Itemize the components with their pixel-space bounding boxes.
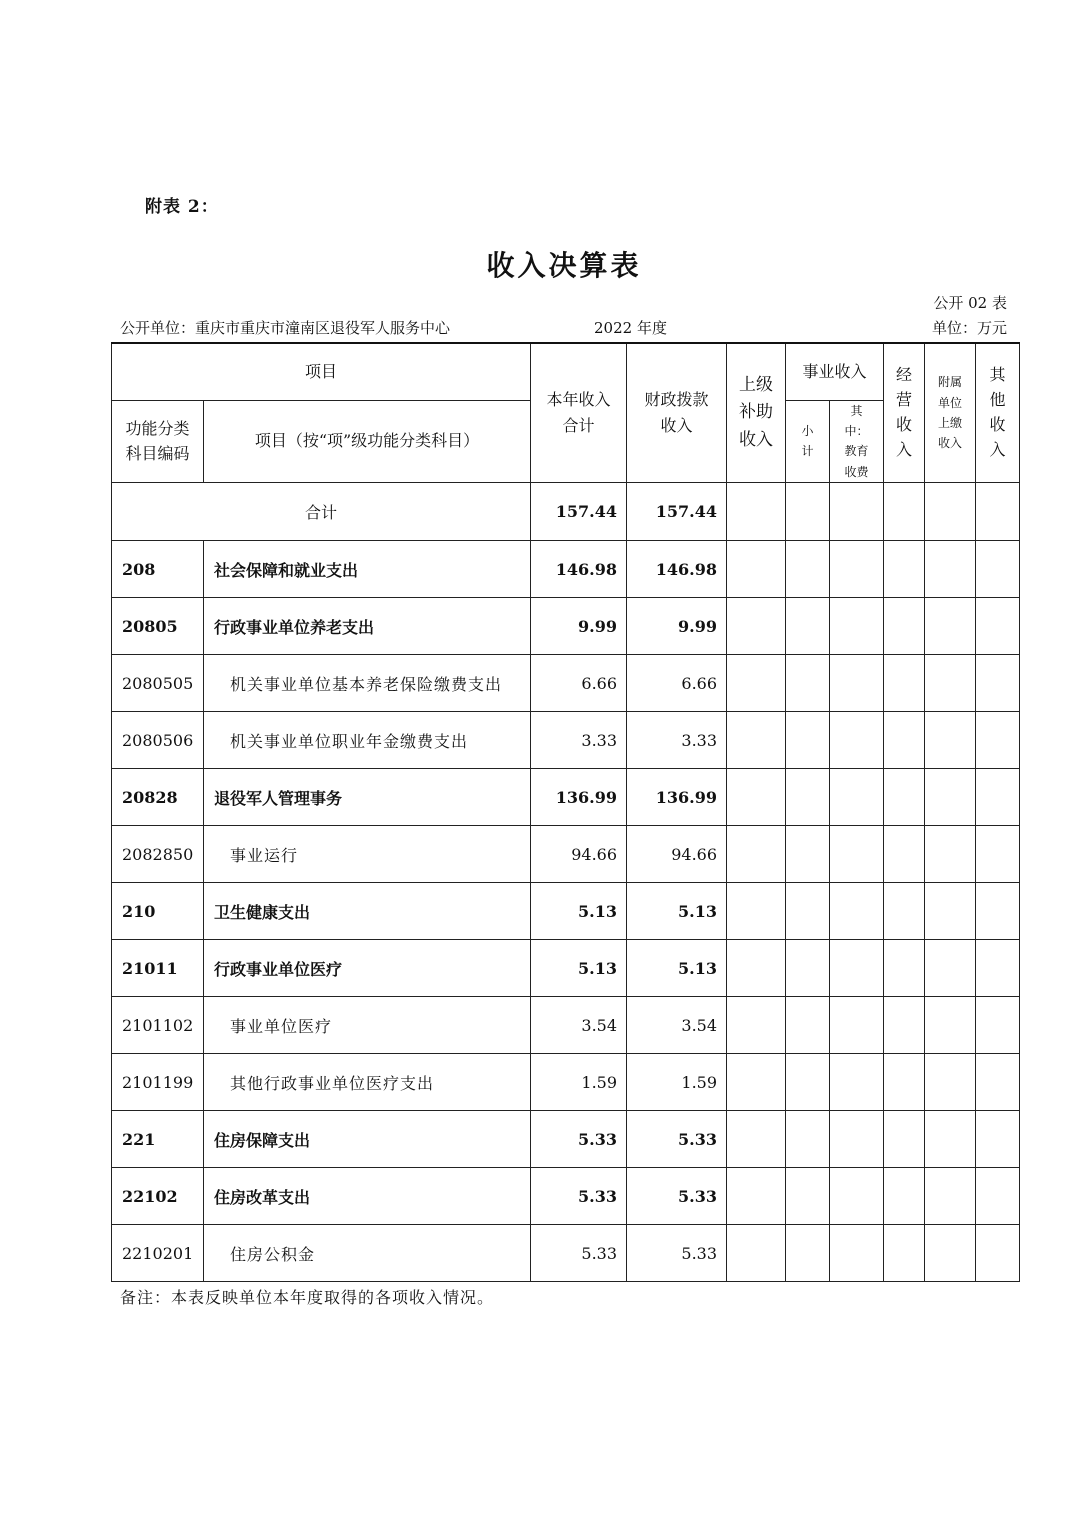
empty-cell [884, 1054, 925, 1111]
row-name: 其他行政事业单位医疗支出 [204, 1054, 531, 1111]
row-code: 2080506 [112, 712, 204, 769]
empty-cell [976, 940, 1020, 997]
attachment-label: 附表 2： [145, 197, 219, 217]
page-title: 收入决算表 [486, 249, 642, 282]
table-row [112, 826, 1020, 883]
empty-cell [976, 1225, 1020, 1282]
row-name: 行政事业单位医疗 [204, 940, 531, 997]
header-edu-fee [830, 400, 884, 483]
empty-cell [786, 541, 830, 598]
header-edu-fee-text: 其中：教育收费 [844, 403, 869, 479]
footnote: 备注：本表反映单位本年度取得的各项收入情况。 [120, 1288, 495, 1307]
table-row [112, 655, 1020, 712]
table-row [112, 883, 1020, 940]
empty-cell [976, 712, 1020, 769]
header-code-text: 功能分类科目编码 [125, 418, 190, 464]
empty-cell [830, 826, 884, 883]
empty-cell [830, 883, 884, 940]
header-career: 事业收入 [786, 343, 884, 400]
empty-cell [925, 769, 976, 826]
row-code: 20805 [112, 598, 204, 655]
empty-cell [786, 769, 830, 826]
row-fiscal: 3.33 [627, 712, 727, 769]
row-fiscal: 5.33 [627, 1225, 727, 1282]
empty-cell [884, 598, 925, 655]
empty-cell [727, 997, 786, 1054]
empty-cell [925, 826, 976, 883]
org-label: 公开单位：重庆市重庆市潼南区退役军人服务中心 [120, 319, 451, 337]
empty-cell [786, 940, 830, 997]
row-total: 5.13 [531, 940, 627, 997]
row-name: 行政事业单位养老支出 [204, 598, 531, 655]
row-fiscal: 5.33 [627, 1168, 727, 1225]
empty-cell [884, 883, 925, 940]
header-code [112, 400, 204, 483]
empty-cell [884, 712, 925, 769]
row-fiscal: 9.99 [627, 598, 727, 655]
empty-cell [884, 541, 925, 598]
empty-cell [884, 940, 925, 997]
row-code: 20828 [112, 769, 204, 826]
header-total-text: 本年收入合计 [546, 390, 611, 436]
empty-cell [925, 1168, 976, 1225]
empty-cell [884, 997, 925, 1054]
row-code: 2080505 [112, 655, 204, 712]
empty-cell [786, 1054, 830, 1111]
header-fiscal-text: 财政拨款收入 [644, 390, 709, 436]
header-superior-text: 上级补助收入 [739, 375, 773, 450]
row-fiscal: 136.99 [627, 769, 727, 826]
empty-cell [976, 655, 1020, 712]
empty-cell [830, 1111, 884, 1168]
total-amount: 157.44 [531, 483, 627, 541]
empty-cell [925, 541, 976, 598]
table-row [112, 1168, 1020, 1225]
header-fiscal [627, 343, 727, 483]
empty-cell [976, 769, 1020, 826]
table-row [112, 541, 1020, 598]
meta-row [120, 317, 1007, 339]
empty-cell [830, 655, 884, 712]
empty-cell [727, 826, 786, 883]
empty-cell [727, 598, 786, 655]
table-row [112, 712, 1020, 769]
row-total: 3.33 [531, 712, 627, 769]
empty-cell [830, 769, 884, 826]
table-row [112, 1111, 1020, 1168]
row-fiscal: 3.54 [627, 997, 727, 1054]
empty-cell [976, 541, 1020, 598]
total-row [112, 483, 1020, 541]
header-total [531, 343, 627, 483]
row-fiscal: 94.66 [627, 826, 727, 883]
empty-cell [830, 1168, 884, 1225]
empty-cell [786, 883, 830, 940]
empty-cell [830, 712, 884, 769]
empty-cell [727, 655, 786, 712]
row-name: 退役军人管理事务 [204, 769, 531, 826]
empty-cell [976, 826, 1020, 883]
empty-cell [976, 883, 1020, 940]
empty-cell [727, 1168, 786, 1225]
empty-cell [925, 940, 976, 997]
row-total: 5.33 [531, 1111, 627, 1168]
empty-cell [727, 1054, 786, 1111]
row-code: 208 [112, 541, 204, 598]
header-subtotal [786, 400, 830, 483]
empty-cell [884, 769, 925, 826]
table-row [112, 997, 1020, 1054]
empty-cell [976, 1168, 1020, 1225]
row-total: 94.66 [531, 826, 627, 883]
row-total: 9.99 [531, 598, 627, 655]
empty-cell [727, 769, 786, 826]
row-name: 住房改革支出 [204, 1168, 531, 1225]
row-name: 事业单位医疗 [204, 997, 531, 1054]
row-total: 6.66 [531, 655, 627, 712]
unit-label: 单位：万元 [931, 319, 1007, 337]
row-code: 2101199 [112, 1054, 204, 1111]
empty-cell [925, 1111, 976, 1168]
empty-cell [976, 997, 1020, 1054]
table-row [112, 1225, 1020, 1282]
row-fiscal: 5.13 [627, 940, 727, 997]
income-table [111, 342, 1020, 1282]
table-row [112, 1054, 1020, 1111]
row-code: 221 [112, 1111, 204, 1168]
table-number: 公开 02 表 [933, 294, 1007, 312]
row-fiscal: 5.33 [627, 1111, 727, 1168]
empty-cell [727, 1111, 786, 1168]
row-code: 210 [112, 883, 204, 940]
empty-cell [786, 1225, 830, 1282]
header-operation-text: 经营收入 [896, 365, 913, 459]
total-fiscal: 157.44 [627, 483, 727, 541]
empty-cell [786, 826, 830, 883]
row-code: 2210201 [112, 1225, 204, 1282]
row-code: 21011 [112, 940, 204, 997]
empty-cell [925, 1054, 976, 1111]
empty-cell [830, 997, 884, 1054]
row-total: 5.33 [531, 1225, 627, 1282]
empty-cell [925, 883, 976, 940]
row-name: 机关事业单位职业年金缴费支出 [204, 712, 531, 769]
row-fiscal: 1.59 [627, 1054, 727, 1111]
year-label: 2022 年度 [594, 319, 667, 337]
empty-cell [976, 483, 1020, 541]
empty-cell [884, 1168, 925, 1225]
empty-cell [727, 883, 786, 940]
empty-cell [830, 541, 884, 598]
row-name: 机关事业单位基本养老保险缴费支出 [204, 655, 531, 712]
empty-cell [830, 598, 884, 655]
empty-cell [830, 940, 884, 997]
row-name: 卫生健康支出 [204, 883, 531, 940]
header-project: 项目 [112, 343, 531, 400]
empty-cell [727, 483, 786, 541]
empty-cell [884, 483, 925, 541]
row-code: 2082850 [112, 826, 204, 883]
row-code: 22102 [112, 1168, 204, 1225]
empty-cell [976, 598, 1020, 655]
row-total: 136.99 [531, 769, 627, 826]
empty-cell [786, 598, 830, 655]
empty-cell [884, 655, 925, 712]
empty-cell [727, 940, 786, 997]
row-name: 住房保障支出 [204, 1111, 531, 1168]
empty-cell [786, 655, 830, 712]
empty-cell [925, 483, 976, 541]
empty-cell [884, 826, 925, 883]
empty-cell [727, 1225, 786, 1282]
table-row [112, 598, 1020, 655]
empty-cell [925, 655, 976, 712]
row-total: 146.98 [531, 541, 627, 598]
empty-cell [786, 1111, 830, 1168]
empty-cell [727, 541, 786, 598]
row-name: 社会保障和就业支出 [204, 541, 531, 598]
empty-cell [976, 1111, 1020, 1168]
empty-cell [884, 1225, 925, 1282]
empty-cell [976, 1054, 1020, 1111]
header-operation [884, 343, 925, 483]
row-total: 5.33 [531, 1168, 627, 1225]
header-superior [727, 343, 786, 483]
row-code: 2101102 [112, 997, 204, 1054]
empty-cell [727, 712, 786, 769]
empty-cell [786, 997, 830, 1054]
empty-cell [786, 712, 830, 769]
header-subtotal-text: 小计 [801, 423, 814, 459]
row-name: 事业运行 [204, 826, 531, 883]
empty-cell [830, 1225, 884, 1282]
row-total: 5.13 [531, 883, 627, 940]
row-fiscal: 146.98 [627, 541, 727, 598]
empty-cell [925, 997, 976, 1054]
empty-cell [786, 483, 830, 541]
table-row [112, 940, 1020, 997]
empty-cell [786, 1168, 830, 1225]
header-other [976, 343, 1020, 483]
row-total: 3.54 [531, 997, 627, 1054]
header-affiliate-text: 附属单位上缴收入 [938, 375, 963, 451]
row-name: 住房公积金 [204, 1225, 531, 1282]
empty-cell [925, 598, 976, 655]
row-fiscal: 5.13 [627, 883, 727, 940]
empty-cell [925, 712, 976, 769]
row-total: 1.59 [531, 1054, 627, 1111]
empty-cell [830, 1054, 884, 1111]
empty-cell [884, 1111, 925, 1168]
table-row [112, 769, 1020, 826]
empty-cell [830, 483, 884, 541]
empty-cell [925, 1225, 976, 1282]
row-fiscal: 6.66 [627, 655, 727, 712]
total-label: 合计 [112, 483, 531, 541]
header-item: 项目（按“项”级功能分类科目） [204, 400, 531, 483]
header-affiliate [925, 343, 976, 483]
header-other-text: 其他收入 [989, 365, 1006, 459]
